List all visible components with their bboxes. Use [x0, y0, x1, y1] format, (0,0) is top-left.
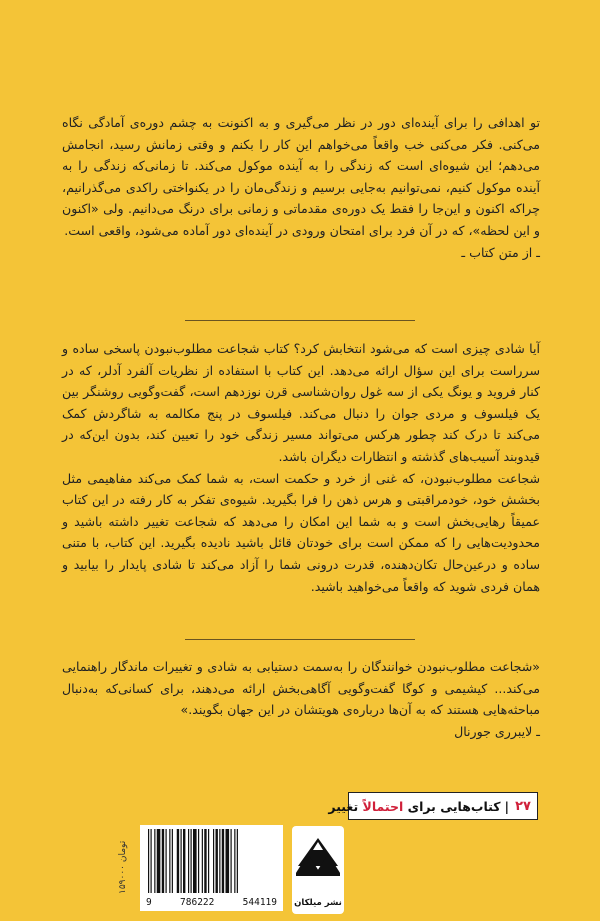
barcode-group-2: 544119 [242, 897, 277, 908]
barcode-bar [183, 829, 185, 893]
barcode-bar [169, 829, 170, 893]
series-number: ۲۷ [515, 798, 531, 814]
description-paragraph-2: شجاعت مطلوب‌نبودن، که غنی از خرد و حکمت است، به شما کمک می‌کند مفاهیمی مثل بخشش خود، خودمراقبتی و هرس ذهن را فرا بگیرید. شیوه‌ی تفکر به کار رفته در این کتاب عمیقاً رهایی‌بخش است و به شما این امکان را می‌دهد که شجاعت تغییر داشته باشید و محدودیت‌هایی را که ممکن است برای خودتان قائل باشید نادیده بگیرید. این کتاب، با متنی ساده و درعین‌حال تکان‌دهنده، قدرت درونی شما را آزاد می‌کند تا شادی پایدار را بیابید و همان فردی شوید که واقعاً می‌خواهید باشید. [62, 470, 540, 594]
barcode-bar [172, 829, 173, 893]
description-paragraph-1: آیا شادی چیزی است که می‌شود انتخابش کرد؟ کتاب شجاعت مطلوب‌نبودن پاسخی ساده و سرراست برای این سؤال ارائه می‌دهد. این کتاب با استفاده از نظریات آلفرد آدلر، که در کنار فروید و یونگ یکی از سه غول روان‌شناسی قرن نوزدهم است، گفت‌وگویی روشنگر بین یک فیلسوف و مردی جوان را دنبال می‌کند. فیلسوف در پنج مکالمه به شاگردش کمک می‌کند تا درک کند چطور هرکس می‌تواند مسیر زندگی خود را تعیین کند، بدون این‌که در قیدوبند آسیب‌های گذشته و انتظارات دیگران باشد. [62, 341, 540, 464]
review-block [62, 656, 540, 742]
barcode-bar [154, 829, 155, 893]
barcode-bar [151, 829, 152, 893]
series-title [328, 799, 502, 814]
publisher-name: نشر میلکان [294, 898, 342, 908]
series-title-highlight: احتمالاً [362, 798, 404, 814]
barcode-bar [177, 829, 179, 893]
barcode-bar [191, 829, 192, 893]
barcode-bar [181, 829, 182, 893]
barcode-group-1: 786222 [180, 897, 215, 908]
barcode-bar [234, 829, 235, 893]
barcode-bar [148, 829, 149, 893]
barcode-bar [204, 829, 206, 893]
barcode-bar [202, 829, 203, 893]
series-label [328, 792, 538, 820]
barcode-bar [222, 829, 224, 893]
series-title-start: کتاب‌هایی برای [403, 798, 501, 814]
barcode [140, 825, 283, 911]
barcode-digits [146, 897, 277, 908]
barcode-bar [166, 829, 167, 893]
series-separator: | [504, 798, 510, 814]
mountain-icon [296, 836, 340, 886]
barcode-bar [231, 829, 232, 893]
barcode-bar [188, 829, 189, 893]
barcode-bars [146, 829, 277, 893]
review-source: ـ لایبرری جورنال [454, 723, 540, 739]
barcode-bar [198, 829, 199, 893]
excerpt-text: تو اهدافی را برای آینده‌ای دور در نظر می‌گیری و به اکنونت به چشم دوره‌ی آمادگی نگاه می‌کنی. فکر می‌کنی خب واقعاً می‌خواهم این کار را بکنم و وقتی زمانش رسید، انجامش می‌دهم؛ این شیوه‌ای است که زندگی را به آینده موکول می‌کند. تا زمانی‌که زندگی را به آینده موکول کنیم، نمی‌توانیم به‌جایی برسیم و زندگی‌مان را در یکنواختی راکدی می‌گذرانیم، چراکه اکنون و این‌جا را فقط یک دوره‌ی مقدماتی و زمانی برای درنگ می‌دانیم. ولی «اکنون و این لحظه»، که در آن فرد برای امتحان ورودی در آینده‌ای دور آماده می‌شود، واقعی است. [62, 115, 540, 238]
divider [185, 639, 415, 640]
barcode-bar [226, 829, 230, 893]
barcode-bar [157, 829, 161, 893]
review-text: «شجاعت مطلوب‌نبودن خوانندگان را به‌سمت دستیابی به شادی و تغییرات ماندگار راهنمایی می‌کند... کیشیمی و کوگا گفت‌وگویی آگاهی‌بخش ارائه می‌دهند، برای کسانی‌که به‌دنبال مباحثه‌هایی هستند که به آن‌ها درباره‌ی هویتشان در این جهان بگویند.» [62, 659, 540, 718]
barcode-bar [208, 829, 209, 893]
description-block [62, 338, 540, 597]
barcode-bar [162, 829, 164, 893]
excerpt-block [62, 112, 540, 263]
barcode-bar [216, 829, 218, 893]
barcode-bar [213, 829, 214, 893]
barcode-bar [193, 829, 197, 893]
excerpt-source: ـ از متن کتاب ـ [461, 244, 540, 260]
barcode-bar [237, 829, 238, 893]
divider [185, 320, 415, 321]
series-title-end: تغییر [328, 798, 363, 814]
barcode-digit-first: 9 [146, 897, 152, 908]
price-label: ۱۵۹۰۰۰ تومان [118, 840, 128, 894]
barcode-bar [219, 829, 220, 893]
publisher-logo [292, 826, 344, 914]
